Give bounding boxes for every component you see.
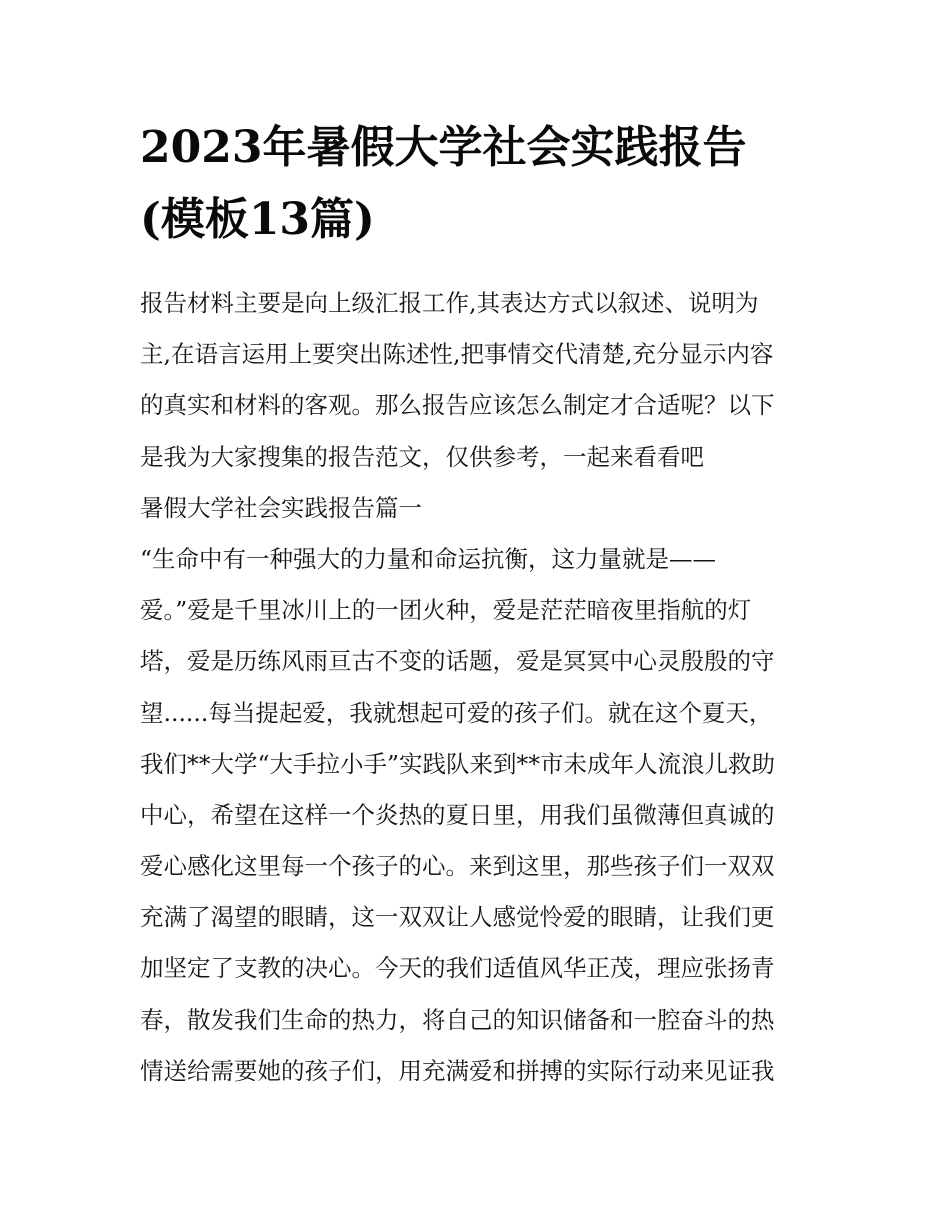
paragraph-line: 加坚定了支教的决心。今天的我们适值风华正茂，理应张扬青 [140, 954, 775, 983]
paragraph-line: 是我为大家搜集的报告范文，仅供参考，一起来看看吧 [140, 442, 704, 471]
paragraph-line: 充满了渴望的眼睛，这一双双让人感觉怜爱的眼睛，让我们更 [140, 903, 775, 932]
paragraph-line: 春，散发我们生命的热力，将自己的知识储备和一腔奋斗的热 [140, 1005, 775, 1034]
paragraph-line: 爱心感化这里每一个孩子的心。来到这里，那些孩子们一双双 [140, 852, 775, 881]
paragraph-line: 我们**大学“大手拉小手”实践队来到**市未成年人流浪儿救助 [140, 749, 776, 778]
section-heading: 暑假大学社会实践报告篇一 [140, 493, 422, 522]
title-line: 2023年暑假大学社会实践报告 [140, 122, 747, 173]
paragraph-line: 情送给需要她的孩子们，用充满爱和拼搏的实际行动来见证我 [140, 1056, 775, 1085]
document-title [140, 112, 820, 256]
paragraph-line: 的真实和材料的客观。那么报告应该怎么制定才合适呢？以下 [140, 391, 775, 420]
paragraph-line: 报告材料主要是向上级汇报工作,其表达方式以叙述、说明为 [140, 289, 759, 317]
paragraph-line: 爱。”爱是千里冰川上的一团火种，爱是茫茫暗夜里指航的灯 [140, 596, 752, 625]
paragraph-line: “生命中有一种强大的力量和命运抗衡，这力量就是—— [140, 544, 717, 573]
document-body [140, 278, 830, 1097]
title-line: (模板13篇) [140, 194, 375, 245]
paragraph-line: 主,在语言运用上要突出陈述性,把事情交代清楚,充分显示内容 [140, 340, 774, 369]
paragraph-line: 望......每当提起爱，我就想起可爱的孩子们。就在这个夏天， [140, 698, 773, 727]
paragraph-line: 塔，爱是历练风雨亘古不变的话题，爱是冥冥中心灵殷殷的守 [140, 647, 775, 676]
paragraph-line: 中心，希望在这样一个炎热的夏日里，用我们虽微薄但真诚的 [140, 800, 775, 829]
